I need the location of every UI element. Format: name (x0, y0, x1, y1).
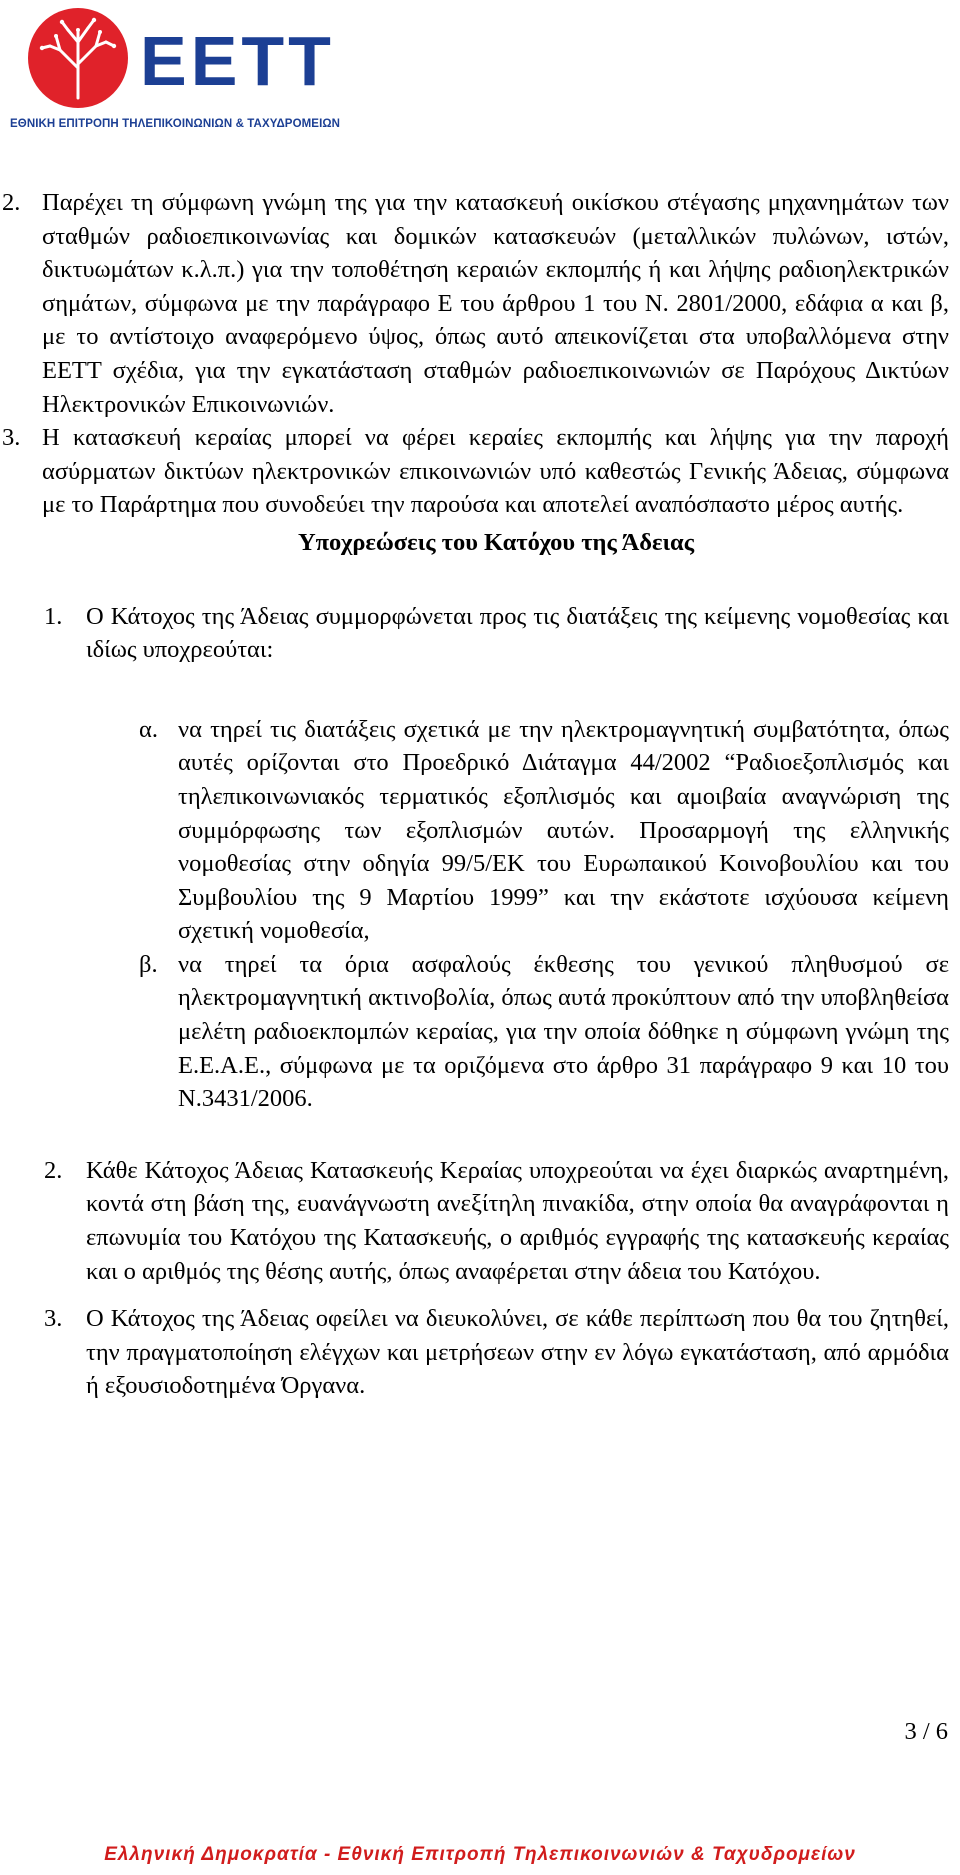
logo-subtitle: ΕΘΝΙΚΗ ΕΠΙΤΡΟΠΗ ΤΗΛΕΠΙΚΟΙΝΩΝΙΩΝ & ΤΑΧΥΔΡΟΜΕΙΩΝ (10, 118, 341, 130)
obligation-number: 3. (44, 1305, 63, 1333)
subitem-text: να τηρεί τα όρια ασφαλούς έκθεσης του γενικού πληθυσμού σε ηλεκτρομαγνητική ακτινοβολία, όπως αυτά προκύπτουν από την υποβληθείσα μελέτη ραδιοεκπομπών κεραίας, για την οποία δόθηκε η σύμφωνη γνώμη της Ε.Ε.Α.Ε., σύμφωνα με τα οριζόμενα στο άρθρο 31 παράγραφο 9 και 10 του Ν.3431/2006. (178, 950, 949, 1113)
obligation-1-item-a (0, 713, 960, 948)
subitem-letter: α. (139, 715, 158, 743)
paragraph-number: 3. (2, 424, 21, 452)
obligation-text: Ο Κάτοχος της Άδειας συμμορφώνεται προς τις διατάξεις της κείμενης νομοθεσίας και ιδίως υποχρεούται: (86, 602, 949, 664)
subitem-text: να τηρεί τις διατάξεις σχετικά με την ηλεκτρομαγνητική συμβατότητα, όπως αυτές ορίζονται στο Προεδρικό Διάταγμα 44/2002 “Ραδιοεξοπλισμός και τηλεπικοινωνιακός τερματικός εξοπλισμός και αμοιβαία αναγνώριση της συμμόρφωσης των εξοπλισμών αυτών. Προσαρμογή της ελληνικής νομοθεσίας στην οδηγία 99/5/ΕΚ του Ευρωπαικού Κοινοβουλίου και του Συμβουλίου της 9 Μαρτίου 1999” και την εκάστοτε ισχύουσα κείμενη σχετική νομοθεσία, (178, 715, 949, 945)
paragraph-text: Η κατασκευή κεραίας μπορεί να φέρει κεραίες εκπομπής και λήψης για την παροχή ασύρματων δικτύων ηλεκτρονικών επικοινωνιών υπό καθεστώς Γενικής Άδειας, σύμφωνα με το Παράρτημα που συνοδεύει την παρούσα και αποτελεί αναπόσπαστο μέρος αυτής. (42, 424, 949, 519)
eett-logo (10, 6, 380, 136)
obligation-1-item-b (0, 948, 960, 1116)
page-footer: Ελληνική Δημοκρατία - Εθνική Επιτροπή Τηλεπικοινωνιών & Ταχυδρομείων (104, 1844, 856, 1865)
obligation-number: 1. (44, 602, 63, 630)
obligation-number: 2. (44, 1156, 63, 1184)
obligation-3 (0, 1302, 960, 1403)
document-body (0, 186, 960, 1403)
obligation-text: Κάθε Κάτοχος Άδειας Κατασκευής Κεραίας υποχρεούται να έχει διαρκώς αναρτημένη, κοντά στη βάση της, ευανάγνωστη ανεξίτηλη πινακίδα, στην οποία θα αναγράφονται η επωνυμία του Κατόχου της Κατασκευής, ο αριθμός εγγραφής της κατασκευής κεραίας και ο αριθμός της θέσης αυτής, όπως αναφέρεται στην άδεια του Κατόχου. (86, 1156, 949, 1285)
paragraph-text: Παρέχει τη σύμφωνη γνώμη της για την κατασκευή οικίσκου στέγασης μηχανημάτων των σταθμών ραδιοεπικοινωνίας και δομικών κατασκευών (μεταλλικών πυλώνων, ιστών, δικτυωμάτων κ.λ.π.) για την τοποθέτηση κεραιών εκπομπής ή και λήψης ραδιοηλεκτρικών σημάτων, σύμφωνα με την παράγραφο Ε του άρθρου 1 του Ν. 2801/2000, εδάφια α και β, με το αντίστοιχο αναφερόμενο ύψος, όπως αυτό απεικονίζεται στα υποβαλλόμενα στην ΕΕΤΤ σχέδια, για την εγκατάσταση σταθμών ραδιοεπικοινωνιών σε Παρόχους Δικτύων Ηλεκτρονικών Επικοινωνιών. (42, 189, 949, 418)
logo-wordmark: ΕΕΤΤ (140, 22, 335, 100)
obligation-1 (0, 600, 960, 667)
paragraph-2 (0, 186, 960, 421)
subitem-letter: β. (139, 950, 158, 978)
paragraph-number: 2. (2, 189, 21, 216)
obligation-text: Ο Κάτοχος της Άδειας οφείλει να διευκολύνει, σε κάθε περίπτωση που θα του ζητηθεί, την πραγματοποίηση ελέγχων και μετρήσεων στην εν λόγω εγκατάσταση, από αρμόδια ή εξουσιοδοτημένα Όργανα. (86, 1305, 949, 1400)
section-heading: Υποχρεώσεις του Κατόχου της Άδειας (297, 528, 695, 556)
obligation-2 (0, 1154, 960, 1288)
tree-emblem-icon (26, 6, 130, 110)
paragraph-3 (0, 421, 960, 522)
page-number: 3 / 6 (904, 1718, 948, 1745)
